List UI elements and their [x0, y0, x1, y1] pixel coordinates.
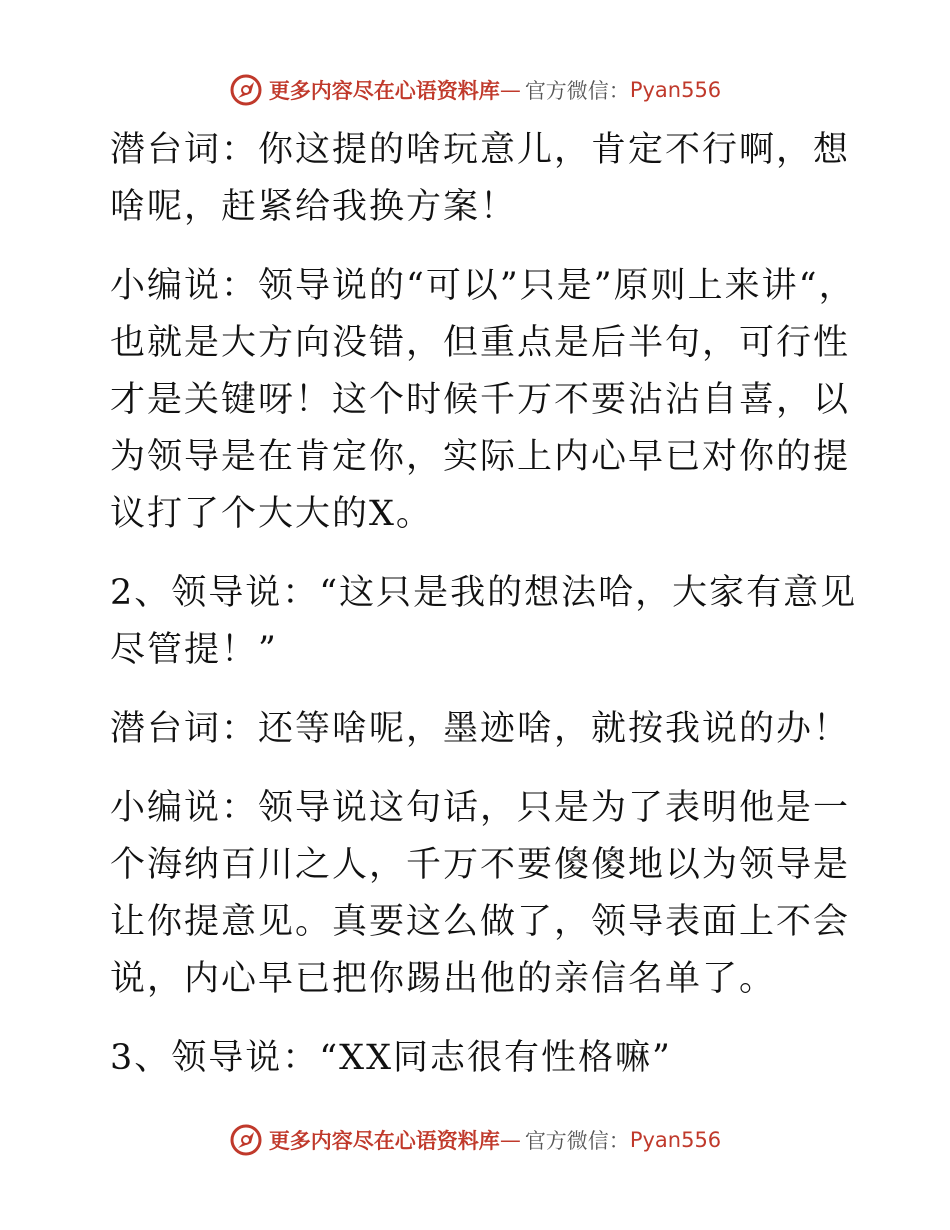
footer-banner — [0, 1120, 950, 1160]
paragraph-subtext-2: 潜台词：还等啥呢，墨迹啥，就按我说的办！ — [110, 709, 851, 749]
paragraph-item-2: 2、领导说：“这只是我的想法哈，大家有意见尽管提！” — [110, 573, 858, 670]
banner-main-text: 更多内容尽在心语资料库 — [268, 79, 500, 103]
banner-dash: — — [499, 1128, 521, 1152]
document-body — [100, 122, 860, 1109]
paragraph-subtext-1: 潜台词：你这提的啥玩意儿，肯定不行啊，想啥呢，赶紧给我换方案！ — [110, 130, 851, 227]
banner-dash: — — [499, 78, 521, 102]
banner-wechat-id: Pyan556 — [629, 1128, 722, 1152]
header-banner — [0, 70, 950, 110]
paragraph-editor-note-2: 小编说：领导说这句话，只是为了表明他是一个海纳百川之人，千万不要傻傻地以为领导是让你提意见。真要这么做了，领导表面上不会说，内心早已把你踢出他的亲信名单了。 — [110, 788, 851, 999]
paragraph-item-3: 3、领导说：“XX同志很有性格嘛” — [110, 1038, 672, 1078]
banner-wechat-id: Pyan556 — [629, 78, 722, 102]
banner-main-text: 更多内容尽在心语资料库 — [268, 1129, 500, 1153]
paragraph-editor-note-1: 小编说：领导说的“可以”只是”原则上来讲“，也就是大方向没错，但重点是后半句，可行性才是关键呀！这个时候千万不要沾沾自喜，以为领导是在肯定你，实际上内心早已对你的提议打了个大大的X。 — [110, 266, 856, 534]
quill-logo-icon — [229, 1123, 263, 1157]
quill-logo-icon — [229, 73, 263, 107]
banner-wechat-label: 官方微信： — [524, 1129, 630, 1153]
banner-wechat-label: 官方微信： — [524, 79, 630, 103]
